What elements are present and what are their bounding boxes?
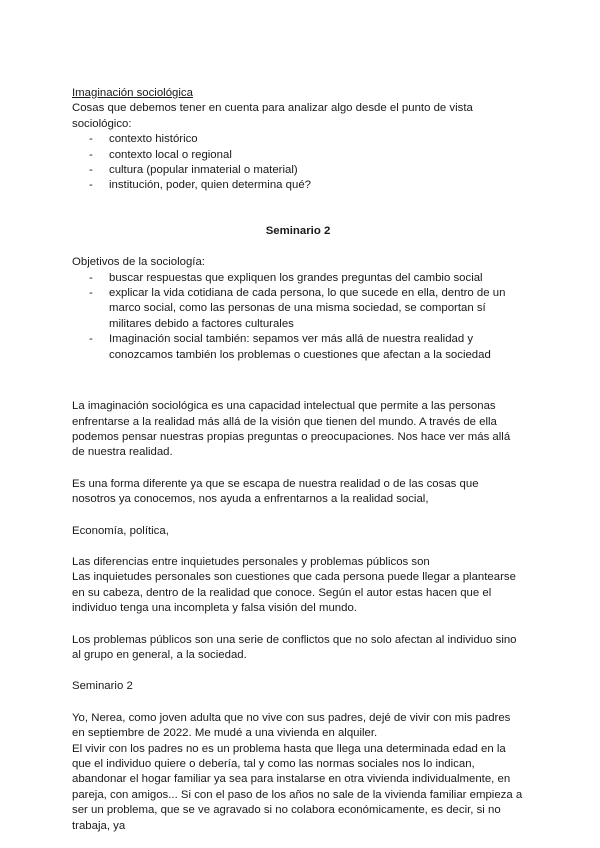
paragraph: Es una forma diferente ya que se escapa de nuestra realidad o de las cosas que nosotros ya conocemos, nos ayuda a enfrentarnos a la realidad social,	[72, 477, 479, 506]
list-item: - contexto histórico	[72, 132, 524, 147]
paragraph: Economía, política,	[72, 524, 169, 537]
section-intro: Cosas que debemos tener en cuenta para analizar algo desde el punto de vista sociológico:	[72, 102, 473, 130]
paragraph: Las diferencias entre inquietudes personales y problemas públicos son	[72, 555, 430, 568]
list-item: - institución, poder, quien determina qué?	[72, 178, 524, 193]
section-title-imaginacion: Imaginación sociológica	[72, 87, 193, 99]
list-item: - Imaginación social también: sepamos ver más allá de nuestra realidad y conozcamos también los problemas o cuestiones que afectan a la sociedad	[72, 332, 524, 363]
objectives-list	[72, 271, 524, 363]
paragraph: El vivir con los padres no es un problema hasta que llega una determinada edad en la que el individuo quiere o debería, tal y como las normas sociales nos lo indican, abandonar el hogar familiar ya sea para instalarse en otra vivienda individualmente, en pareja, con amigos... Si con el paso de los años no sale de la vivienda familiar empieza a ser un problema, que se ve agravado si no colabora económicamente, es decir, si no trabaja, ya	[72, 742, 523, 832]
paragraph: Yo, Nerea, como joven adulta que no vive con sus padres, dejé de vivir con mis padres en septiembre de 2022. Me mudé a una vivienda en alquiler.	[72, 711, 511, 740]
paragraph-seminar-label: Seminario 2	[72, 680, 133, 693]
list-item: - contexto local o regional	[72, 148, 524, 163]
list-item: - buscar respuestas que expliquen los grandes preguntas del cambio social	[72, 271, 524, 286]
list-item: - explicar la vida cotidiana de cada persona, lo que sucede en ella, dentro de un marco social, como las personas de una misma sociedad, se comportan sí militares debido a factores culturales	[72, 286, 524, 332]
paragraph: La imaginación sociológica es una capacidad intelectual que permite a las personas enfrentarse a la realidad más allá de la visión que tienen del mundo. A través de ella podemos pensar nuestras propias preguntas o preocupaciones. Nos hace ver más allá de nuestra realidad.	[72, 400, 511, 459]
seminar-heading: Seminario 2	[265, 224, 331, 237]
context-list	[72, 132, 524, 194]
paragraph-group	[72, 555, 524, 617]
paragraph: Los problemas públicos son una serie de conflictos que no solo afectan al individuo sino al grupo en general, a la sociedad.	[72, 633, 517, 661]
document-content	[72, 86, 524, 834]
objectives-intro: Objetivos de la sociología:	[72, 256, 205, 269]
list-item: - cultura (popular inmaterial o material)	[72, 163, 524, 178]
paragraph: Las inquietudes personales son cuestiones que cada persona puede llegar a plantearse en su cabeza, dentro de la realidad que conoce. Según el autor estas hacen que el individuo tenga una incompleta y falsa visión del mundo.	[72, 571, 516, 615]
